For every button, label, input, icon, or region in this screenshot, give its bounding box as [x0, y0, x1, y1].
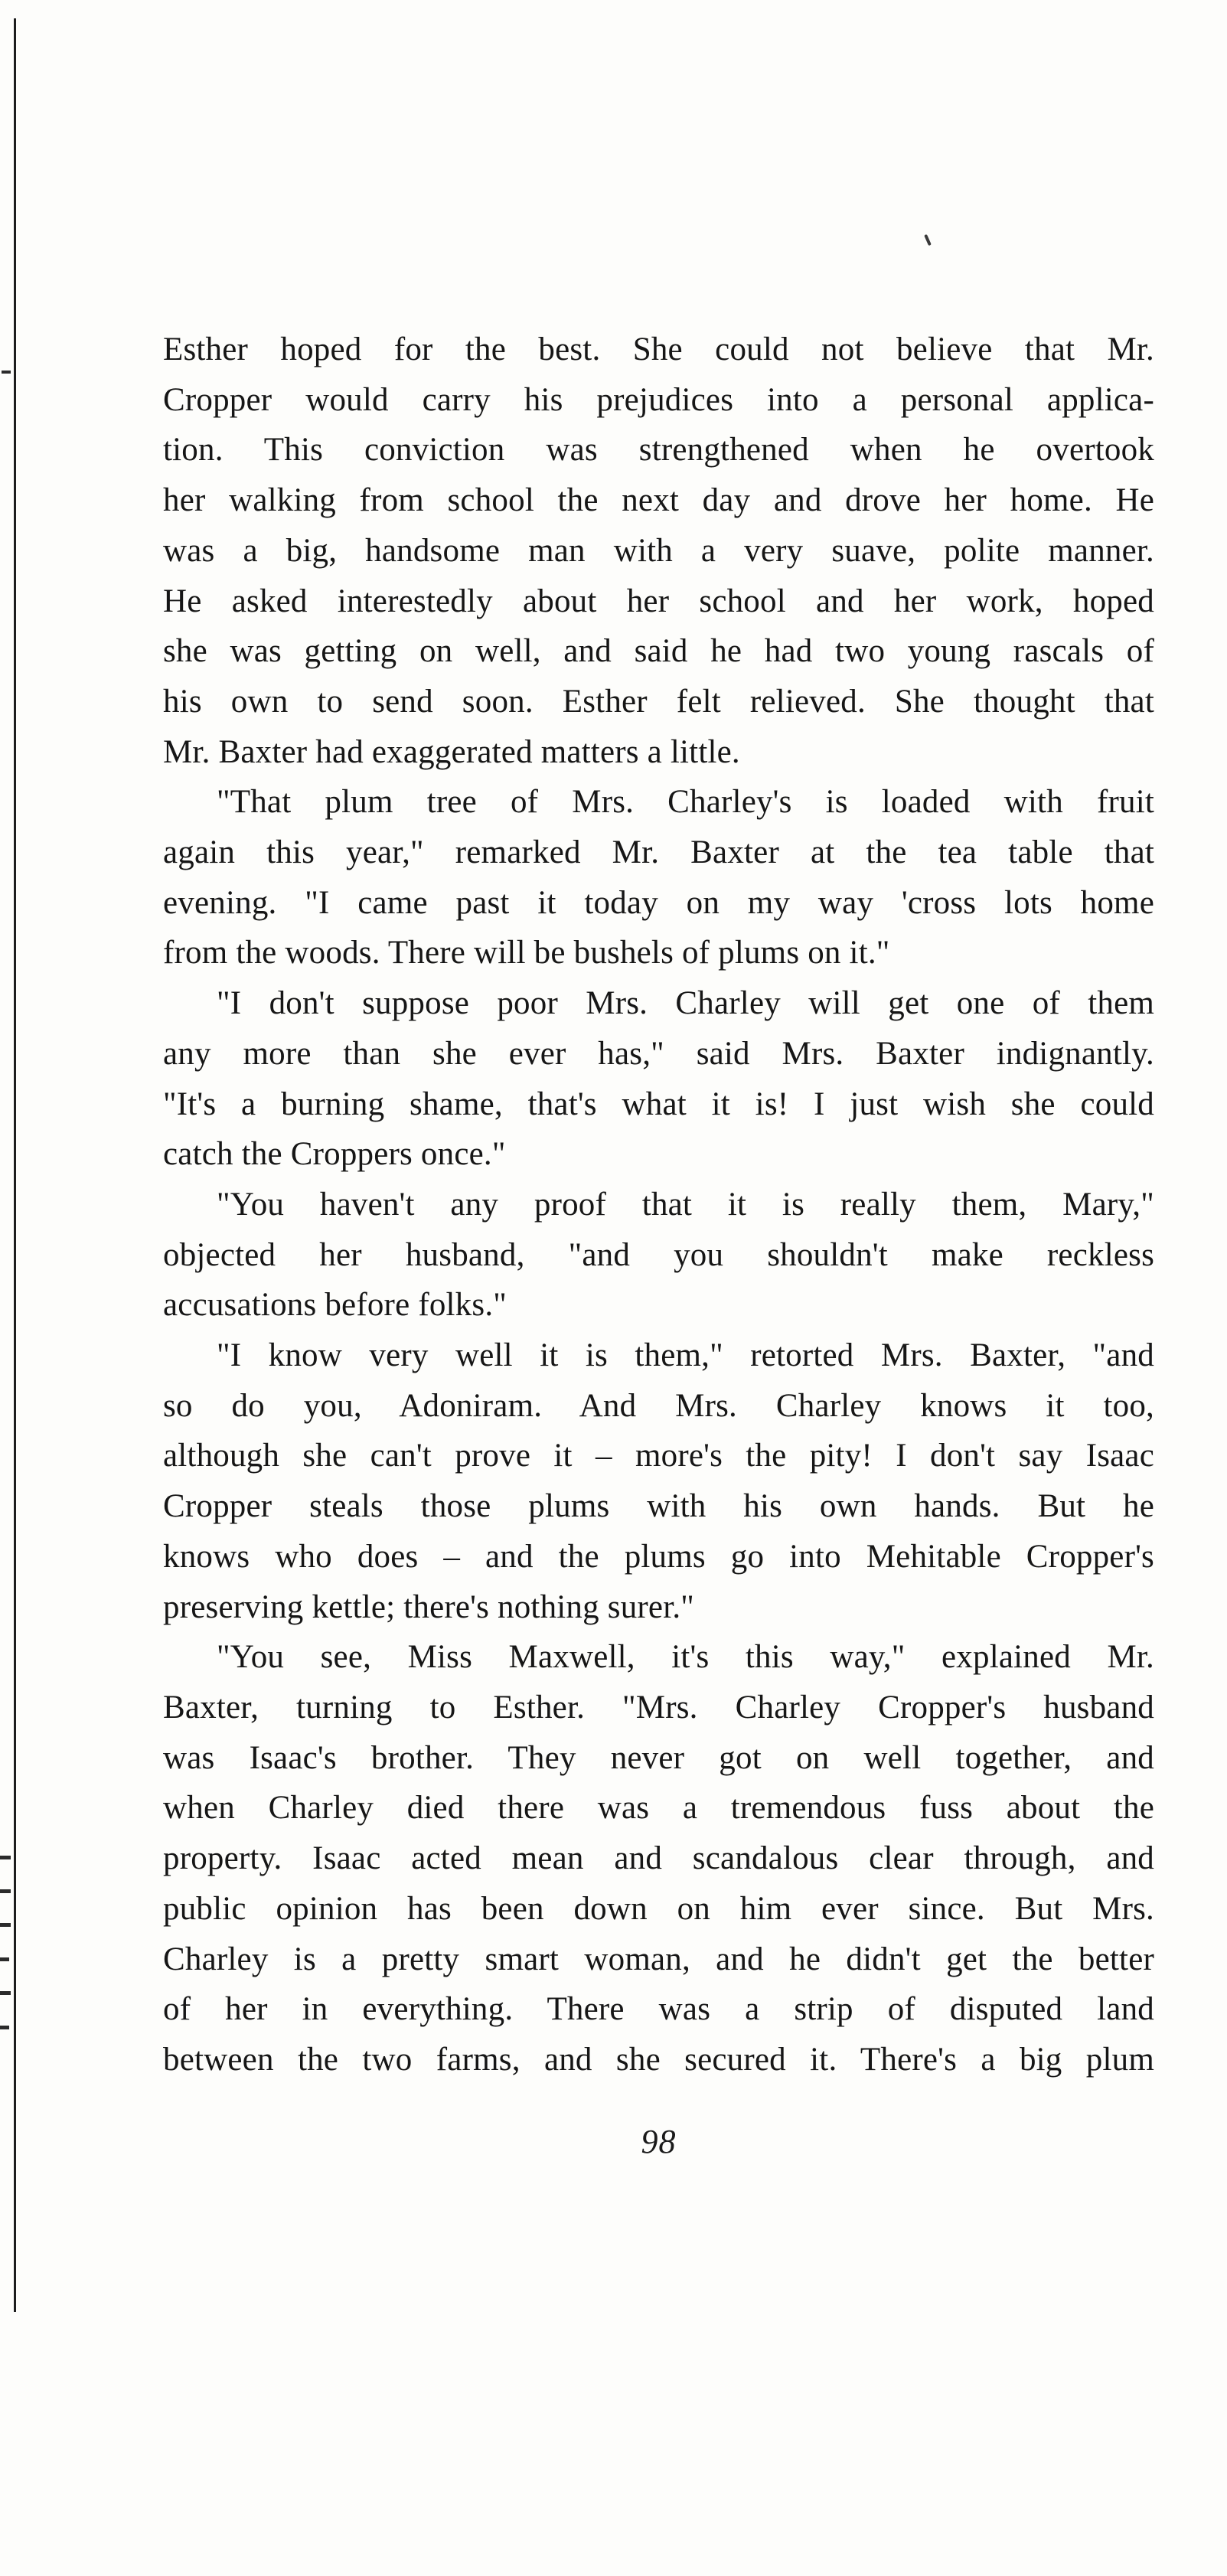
scan-edge-mark: [2, 371, 11, 374]
page-text-block: [163, 325, 1154, 2085]
text-line: "I don't suppose poor Mrs. Charley will get one of them: [217, 985, 1154, 1022]
text-line: evening. "I came past it today on my way 'cross lots home: [163, 884, 1154, 921]
text-line: "That plum tree of Mrs. Charley's is loaded with fruit: [217, 784, 1154, 821]
text-line: again this year," remarked Mr. Baxter at the tea table that: [163, 834, 1154, 871]
scan-edge-mark: [0, 1923, 11, 1927]
text-line: objected her husband, "and you shouldn't make reckless: [163, 1236, 1154, 1273]
scan-edge-mark: [0, 1889, 11, 1893]
scan-edge-mark: [0, 2026, 9, 2029]
text-line: of her in everything. There was a strip of disputed land: [163, 1991, 1154, 2028]
paragraph-4: [163, 1180, 1154, 1330]
text-line: He asked interestedly about her school and her work, hoped: [163, 583, 1154, 619]
text-line: "You see, Miss Maxwell, it's this way," explained Mr.: [217, 1639, 1154, 1676]
text-line: was a big, handsome man with a very suave, polite manner.: [163, 532, 1154, 569]
text-line: "You haven't any proof that it is really them, Mary,": [217, 1186, 1154, 1223]
text-line: Cropper steals those plums with his own hands. But he: [163, 1488, 1154, 1525]
text-line: Esther hoped for the best. She could not believe that Mr.: [163, 331, 1154, 367]
paragraph-2: [163, 777, 1154, 978]
text-line: so do you, Adoniram. And Mrs. Charley knows it too,: [163, 1387, 1154, 1424]
text-line: catch the Croppers once.": [163, 1136, 506, 1173]
text-line: accusations before folks.": [163, 1287, 507, 1324]
text-line: Cropper would carry his prejudices into a personal applica-: [163, 381, 1154, 418]
text-line: knows who does – and the plums go into Mehitable Cropper's: [163, 1538, 1154, 1575]
paragraph-3: [163, 978, 1154, 1180]
scan-edge-line: [14, 18, 16, 2312]
text-line: his own to send soon. Esther felt relieved. She thought that: [163, 683, 1154, 720]
text-line: preserving kettle; there's nothing surer.": [163, 1588, 695, 1625]
text-line: Baxter, turning to Esther. "Mrs. Charley Cropper's husband: [163, 1689, 1154, 1725]
paragraph-1: [163, 325, 1154, 777]
scan-edge-mark: [0, 1957, 9, 1961]
text-line: when Charley died there was a tremendous fuss about the: [163, 1790, 1154, 1827]
text-line: Mr. Baxter had exaggerated matters a little.: [163, 733, 740, 770]
text-line: between the two farms, and she secured it. There's a big plum: [163, 2041, 1154, 2078]
paragraph-5: [163, 1330, 1154, 1632]
text-line: "I know very well it is them," retorted Mrs. Baxter, "and: [217, 1337, 1154, 1374]
text-line: was Isaac's brother. They never got on well together, and: [163, 1739, 1154, 1776]
text-line: Charley is a pretty smart woman, and he didn't get the better: [163, 1941, 1154, 1977]
scan-edge-mark: [0, 1856, 11, 1859]
paragraph-6: [163, 1632, 1154, 2085]
text-line: any more than she ever has," said Mrs. Baxter indignantly.: [163, 1035, 1154, 1072]
scan-stray-mark: [924, 234, 932, 246]
text-line: her walking from school the next day and drove her home. He: [163, 482, 1154, 519]
page-number: 98: [641, 2123, 677, 2160]
text-line: property. Isaac acted mean and scandalous clear through, and: [163, 1840, 1154, 1877]
text-line: from the woods. There will be bushels of plums on it.": [163, 935, 890, 971]
text-line: although she can't prove it – more's the pity! I don't say Isaac: [163, 1438, 1154, 1474]
text-line: tion. This conviction was strengthened when he overtook: [163, 432, 1154, 469]
text-line: she was getting on well, and said he had two young rascals of: [163, 633, 1154, 670]
scan-edge-mark: [0, 1991, 11, 1995]
text-line: "It's a burning shame, that's what it is! I just wish she could: [163, 1086, 1154, 1122]
text-line: public opinion has been down on him ever since. But Mrs.: [163, 1890, 1154, 1927]
